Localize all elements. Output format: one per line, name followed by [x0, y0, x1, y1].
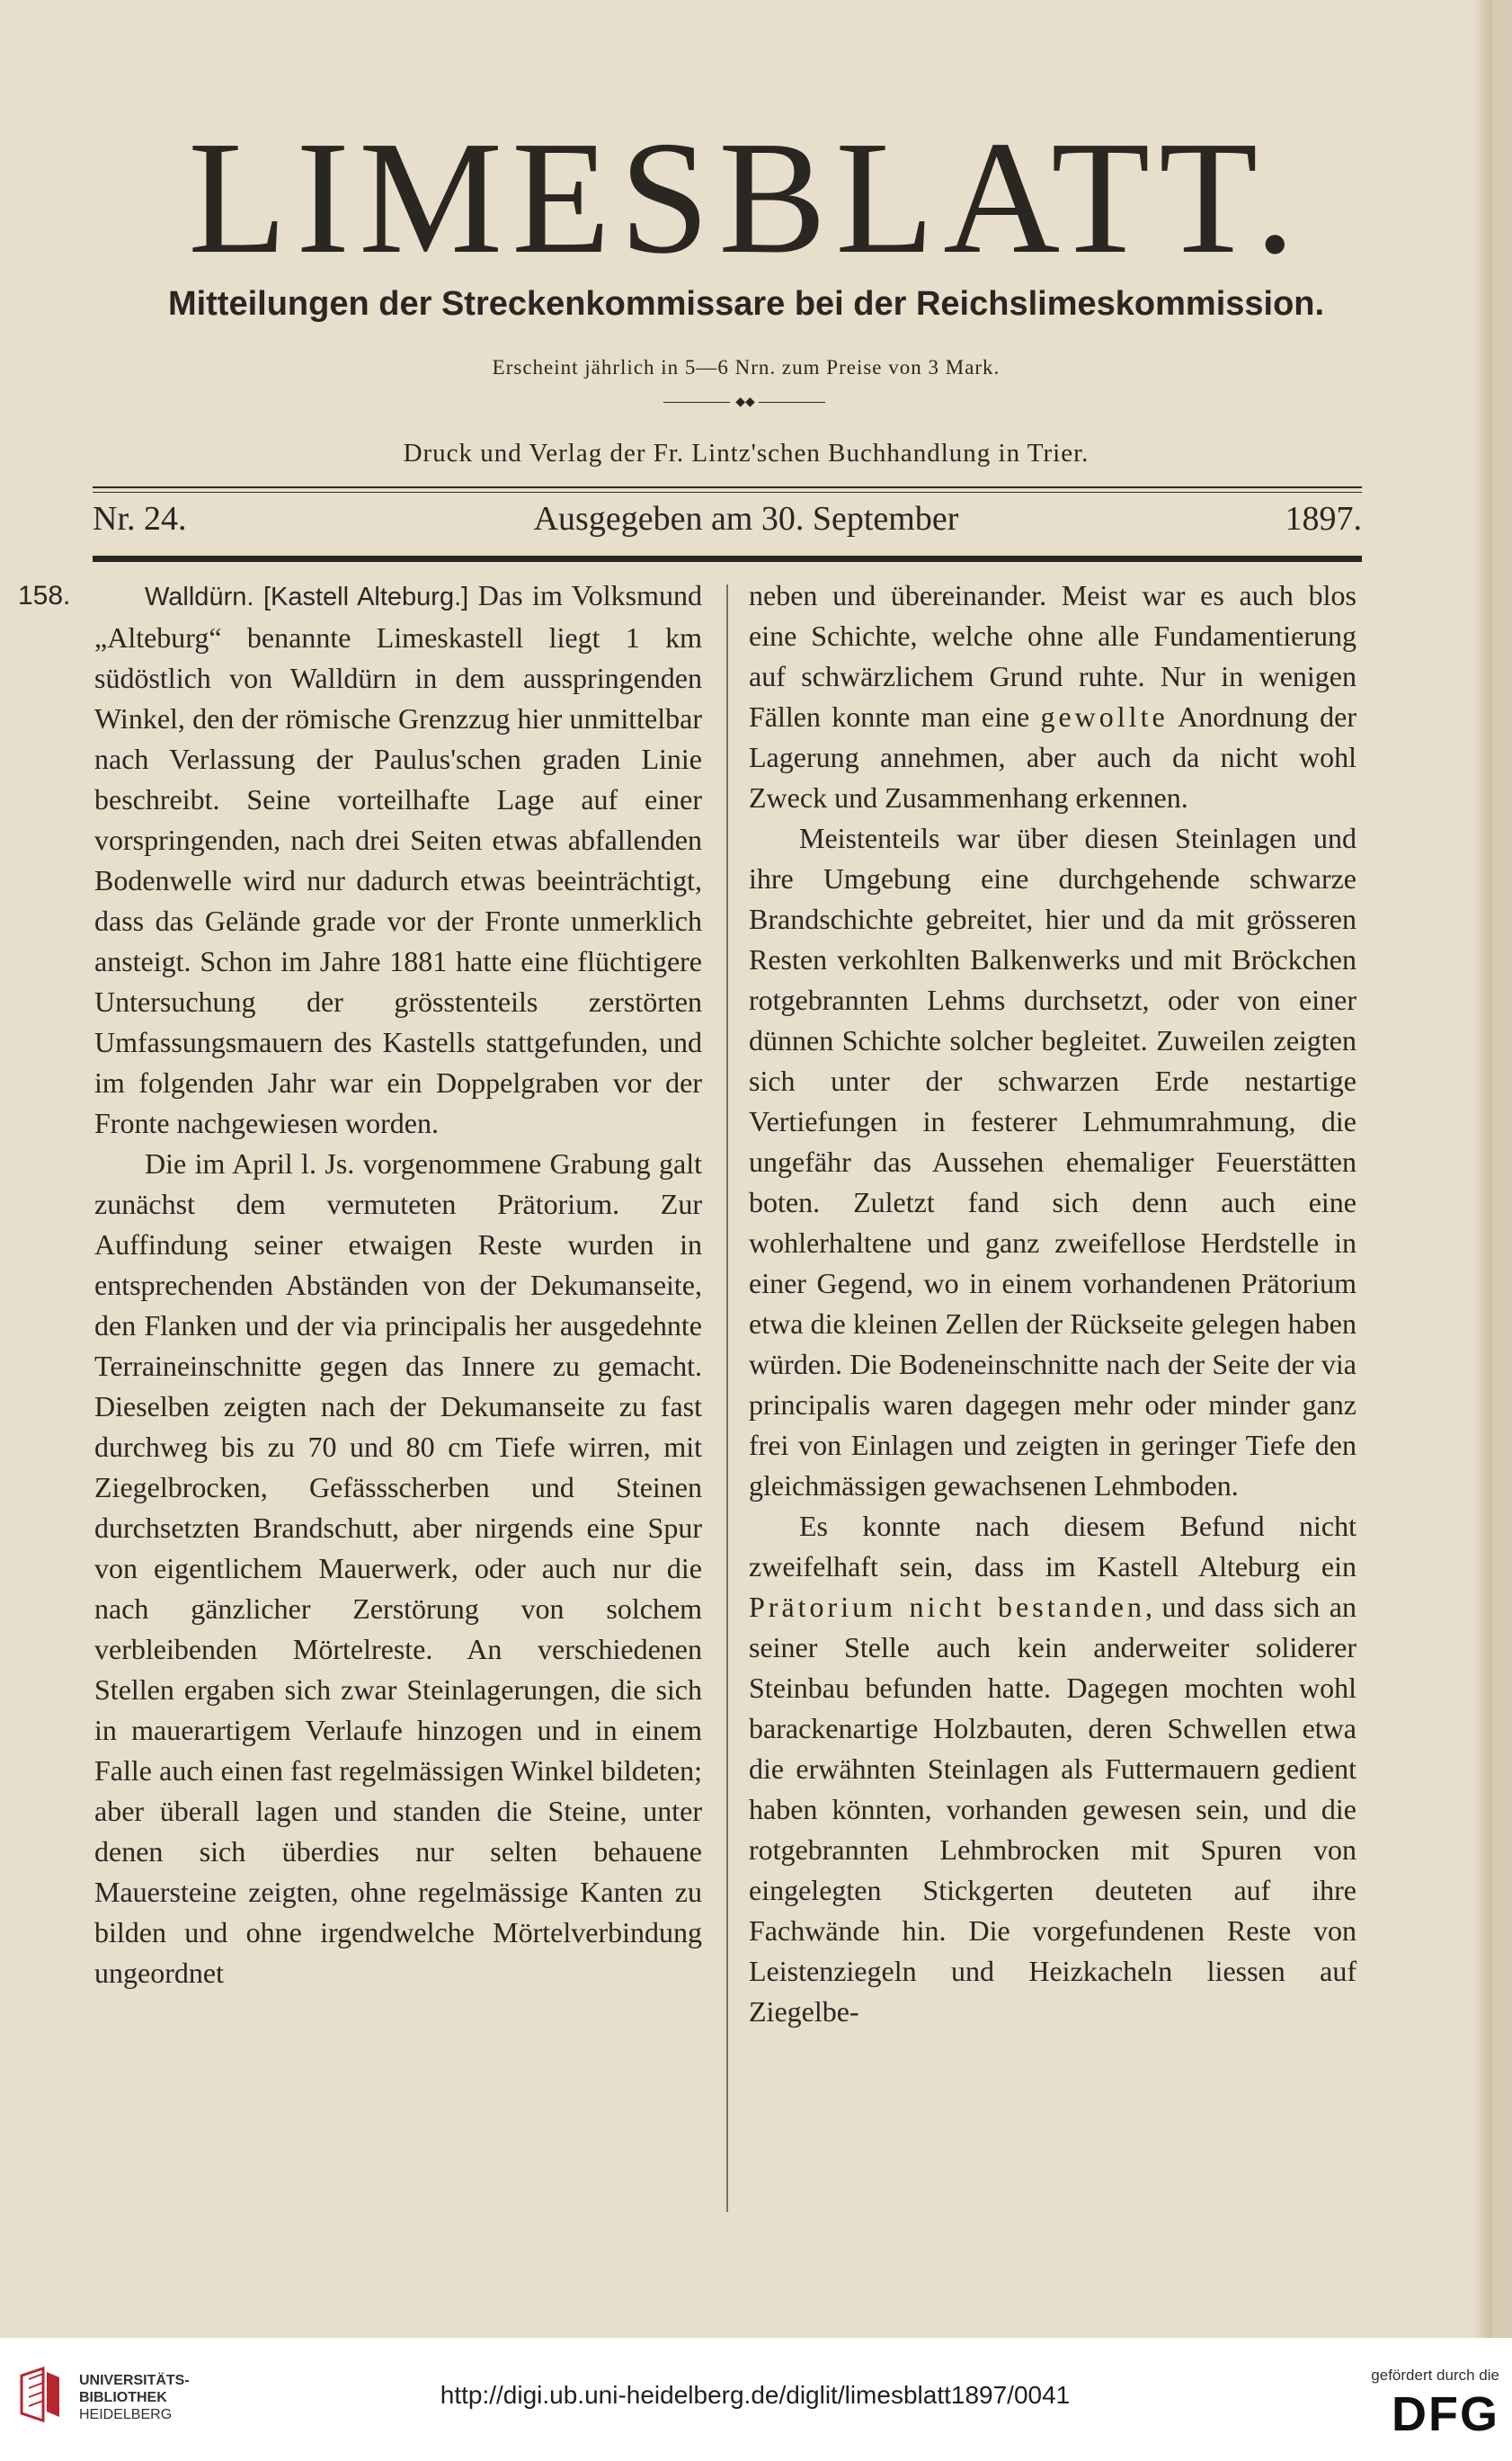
issue-number: Nr. 24. — [93, 500, 187, 538]
paragraph — [94, 575, 702, 1144]
dfg-logo: DFG — [1392, 2387, 1499, 2441]
article-subject: [Kastell Alteburg.] — [262, 583, 469, 611]
header-rule-top — [93, 486, 1362, 488]
header-rule-top-thin — [93, 492, 1362, 493]
emphasis-text: gewollte — [1040, 700, 1169, 733]
text-column-right — [749, 575, 1356, 2032]
paragraph: neben und übereinander. Meist war es auch blos eine Schichte, welche ohne alle Fundamentierung auf schwärzlichem Grund ruhte. Nur in wenigen Fällen konnte man eine gewollte Anordnung der Lagerung annehmen, aber auch da nicht wohl Zweck und Zusammenhang erkennen. — [749, 579, 1357, 814]
funding-label: gefördert durch die — [1371, 2367, 1499, 2384]
paragraph-text: Das im Volksmund „Alteburg“ benannte Limeskastell liegt 1 km südöstlich von Walldürn in dem ausspringenden Winkel, den der römische Grenzzug hier unmittelbar nach Verlassung der Paulus'schen graden Linie beschreibt. Seine vorteilhafte Lage auf einer vorspringenden, nach drei Seiten etwas abfallenden Bodenwelle wird nur dadurch etwas beeinträchtigt, dass das Gelände grade vor der Fronte unmerklich ansteigt. Schon im Jahre 1881 hatte eine flüchtigere Untersuchung der grösstenteils zerstörten Umfassungsmauern des Kastells stattgefunden, und im folgenden Jahr war ein Doppelgraben vor der Fronte nachgewiesen worden. — [94, 579, 703, 1139]
masthead-title: LIMESBLATT. — [188, 108, 1304, 287]
header-rule-bottom — [93, 556, 1362, 562]
article-place: Walldürn. — [145, 583, 254, 611]
column-divider — [726, 584, 728, 2212]
issue-date: Ausgegeben am 30. September — [533, 500, 959, 538]
paragraph: Die im April l. Js. vorgenommene Grabung galt zunächst dem vermuteten Prätorium. Zur Auffindung seiner etwaigen Reste wurden in entsprechenden Abständen von der Dekumanseite, den Flanken und der via principalis her ausgedehnte Terraineinschnitte gegen das Innere zu gemacht. Dieselben zeigten nach der Dekumanseite zu fast durchweg bis zu 70 und 80 cm Tiefe wirren, mit Ziegelbrocken, Gefässscherben und Steinen durchsetzten Brandschutt, aber nirgends eine Spur von eigentlichem Mauerwerk, oder auch nur die nach gänzlicher Zerstörung von solchem verbleibenden Mörtelreste. An verschiedenen Stellen ergaben sich zwar Steinlagerungen, die sich in mauerartigem Verlaufe hinzogen und in einem Falle auch einen fast regelmässigen Winkel bildeten; aber überall lagen und standen die Steine, unter denen sich überdies nur selten behauene Mauersteine zeigten, ohne regelmässige Kanten zu bilden und ohne irgendwelche Mörtelverbindung ungeordnet — [94, 1147, 702, 1989]
text-column-left — [94, 575, 702, 1993]
issue-year: 1897. — [1285, 500, 1362, 538]
university-library-name: UNIVERSITÄTS- BIBLIOTHEK HEIDELBERG — [79, 2373, 190, 2422]
publisher-line: Druck und Verlag der Fr. Lintz'schen Buchhandlung in Trier. — [403, 439, 1090, 468]
paragraph: Es konnte nach diesem Befund nicht zweifelhaft sein, dass im Kastell Alteburg ein Prätorium nicht bestanden, und dass sich an seiner Stelle auch kein anderweiter soliderer Steinbau befunden hatte. Dagegen mochten wohl barackenartige Holzbauten, deren Schwellen etwa die erwähnten Steinlagen als Futtermauern gedient haben könnten, vorhanden gewesen sein, und die rotgebrannten Lehmbrocken mit Spuren von eingelegten Stickgerten deuteten auf ihre Fachwände hin. Die vorgefundenen Reste von Leistenziegeln und Heizkacheln liessen auf Ziegelbe- — [749, 1510, 1357, 2028]
viewer-footer — [0, 2338, 1512, 2461]
article-number: 158. — [18, 581, 71, 611]
paragraph: Meistenteils war über diesen Steinlagen und ihre Umgebung eine durchgehende schwarze Brandschichte gebreitet, hier und da mit grösseren Resten verkohlten Balkenwerks und mit Bröckchen rotgebrannten Lehms durchsetzt, oder von einer dünnen Schichte solcher begleitet. Zuweilen zeigten sich unter der schwarzen Erde nestartige Vertiefungen in festerer Lehmumrahmung, die ungefähr das Aussehen ehemaliger Feuerstätten boten. Zuletzt fand sich denn auch eine wohlerhaltene und ganz zweifellose Herdstelle in einer Gegend, wo in einem vorhandenen Prätorium etwa die kleinen Zellen der Rückseite gelegen haben würden. Die Bodeneinschnitte nach der Seite der via principalis waren dagegen mehr oder minder ganz frei von Einlagen und zeigten in geringer Tiefe den gleichmässigen gewachsenen Lehmboden. — [749, 822, 1356, 1502]
ornament-divider: ◆◆ — [663, 394, 825, 412]
document-url-link[interactable]: http://digi.ub.uni-heidelberg.de/diglit/limesblatt1897/0041 — [440, 2381, 1071, 2409]
masthead-subtitle: Mitteilungen der Streckenkommissare bei der Reichslimeskommission. — [167, 285, 1325, 323]
emphasis-text: Prätorium nicht bestanden — [749, 1591, 1145, 1623]
university-library-logo-icon — [16, 2367, 65, 2422]
publication-frequency: Erscheint jährlich in 5—6 Nrn. zum Preise von 3 Mark. — [492, 356, 1001, 379]
